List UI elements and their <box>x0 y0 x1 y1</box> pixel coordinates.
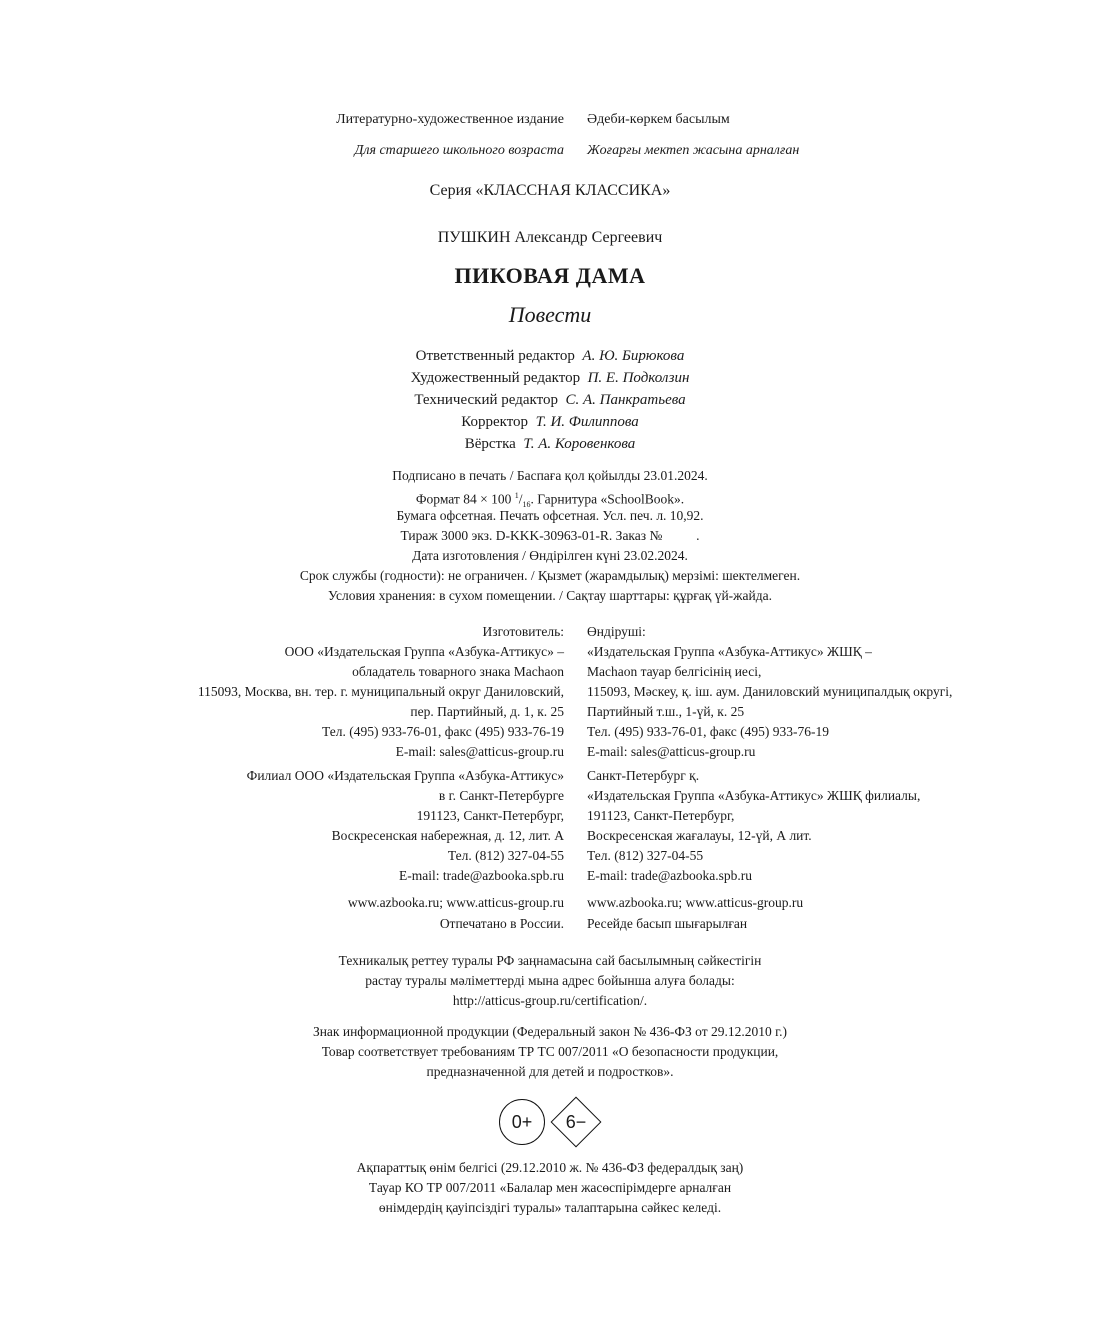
editor-role: Технический редактор <box>414 392 558 408</box>
editor-name: Т. И. Филиппова <box>535 414 639 430</box>
line: Тел. (812) 327-04-55 <box>447 848 564 863</box>
line: 115093, Мәскеу, қ. іш. аум. Даниловский муниципалдық округі, <box>587 684 953 699</box>
editor-line <box>0 389 1100 411</box>
line: 191123, Санкт-Петербург, <box>416 808 564 823</box>
editors <box>0 345 1100 455</box>
editor-line <box>0 367 1100 389</box>
age-badge-diamond <box>551 1097 601 1147</box>
age-ru: Для старшего школьного возраста <box>354 143 564 158</box>
editor-name: А. Ю. Бирюкова <box>582 348 685 364</box>
printed-in: Ресейде басып шығарылған <box>587 916 748 931</box>
imprint-format: Формат 84 × 100 $^1/_{16}$. Гарнитура «SchoolBook». <box>415 491 685 510</box>
age-badges <box>0 1097 1100 1147</box>
websites: www.azbooka.ru; www.atticus-group.ru <box>587 895 804 910</box>
line: Тауар КО ТР 007/2011 «Балалар мен жасөспірімдерге арналған <box>368 1180 732 1195</box>
line: ООО «Издательская Группа «Азбука-Аттикус» – <box>284 644 564 659</box>
book-title: ПИКОВАЯ ДАМА <box>454 263 646 288</box>
edition-type-kz: Әдеби-көркем басылым <box>587 112 730 127</box>
editor-name: Т. А. Коровенкова <box>523 436 636 452</box>
imprint-run: Тираж 3000 экз. D-KKK-30963-01-R. Заказ № . <box>400 528 700 543</box>
format-num: 1 <box>514 491 519 500</box>
age-kz: Жоғарғы мектеп жасына арналған <box>587 143 800 158</box>
web-kz <box>587 892 803 934</box>
editor-name: С. А. Панкратьева <box>565 392 686 408</box>
line: растау туралы мәліметтерді мына адрес бойынша алуға болады: <box>365 973 735 988</box>
imprint-signed: Подписано в печать / Баспаға қол қойылды 23.01.2024. <box>392 468 708 483</box>
line: «Издательская Группа «Азбука-Аттикус» ЖШҚ – <box>587 644 872 659</box>
line: Өндіруші: <box>587 624 646 639</box>
age-label: 6− <box>565 1111 587 1132</box>
info-sign-ru <box>0 1022 1100 1082</box>
series: Серия «КЛАССНАЯ КЛАССИКА» <box>429 182 671 199</box>
age-label: 0+ <box>511 1111 533 1132</box>
genre: Повести <box>508 302 592 327</box>
editor-name: П. Е. Подколзин <box>587 370 690 386</box>
line: Воскресенская жағалауы, 12-үй, А лит. <box>587 828 812 843</box>
line: өнімдердің қауіпсіздігі туралы» талаптарына сәйкес келеді. <box>378 1200 722 1215</box>
line: Тел. (495) 933-76-01, факс (495) 933-76-19 <box>587 724 830 739</box>
line: Товар соответствует требованиям ТР ТС 007/2011 «О безопасности продукции, <box>321 1044 779 1059</box>
printed-in: Отпечатано в России. <box>439 916 564 931</box>
imprint <box>0 466 1100 606</box>
editor-line <box>0 345 1100 367</box>
email: E-mail: sales@atticus-group.ru <box>587 744 756 759</box>
line: Партийный т.ш., 1-үй, к. 25 <box>587 704 745 719</box>
email: E-mail: trade@azbooka.spb.ru <box>587 868 752 883</box>
websites: www.azbooka.ru; www.atticus-group.ru <box>347 895 564 910</box>
edition-type-ru: Литературно-художественное издание <box>336 112 564 127</box>
manufacturer-ru <box>0 622 564 759</box>
age-badge-circle <box>499 1099 545 1145</box>
branch <box>0 766 1100 883</box>
line: Техникалық реттеу туралы РФ заңнамасына сай басылымның сәйкестігін <box>338 953 762 968</box>
web <box>0 892 1100 934</box>
editor-role: Художественный редактор <box>410 370 581 386</box>
line: обладатель товарного знака Machaon <box>352 664 564 679</box>
imprint-storage: Условия хранения: в сухом помещении. / Сақтау шарттары: құрғақ үй-жайда. <box>328 588 772 603</box>
email: E-mail: sales@atticus-group.ru <box>395 744 564 759</box>
branch-ru <box>0 766 564 883</box>
web-ru <box>0 892 564 934</box>
author: ПУШКИН Александр Сергеевич <box>437 229 663 246</box>
email: E-mail: trade@azbooka.spb.ru <box>399 868 564 883</box>
editor-line <box>0 433 1100 455</box>
editor-role: Корректор <box>461 414 529 430</box>
editor-role: Ответственный редактор <box>415 348 575 364</box>
imprint-made: Дата изготовления / Өндірілген күні 23.02.2024. <box>412 548 688 563</box>
line: 191123, Санкт-Петербург, <box>587 808 735 823</box>
format-text: Формат 84 × 100 <box>415 491 515 507</box>
certification <box>0 951 1100 1011</box>
line: предназначенной для детей и подростков». <box>426 1064 674 1079</box>
line: Филиал ООО «Издательская Группа «Азбука-Аттикус» <box>246 768 564 783</box>
editor-role: Вёрстка <box>464 436 516 452</box>
line: в г. Санкт-Петербурге <box>438 788 564 803</box>
manufacturer <box>0 622 1100 759</box>
line: 115093, Москва, вн. тер. г. муниципальный округ Даниловский, <box>197 684 564 699</box>
certification-url: http://atticus-group.ru/certification/. <box>452 993 648 1008</box>
edition-type <box>0 110 1100 161</box>
line: Санкт-Петербург қ. <box>587 768 700 783</box>
info-sign-kz <box>0 1158 1100 1218</box>
editor-line <box>0 411 1100 433</box>
manufacturer-kz <box>587 622 953 759</box>
line: Machaon тауар белгісінің иесі, <box>587 664 762 679</box>
line: «Издательская Группа «Азбука-Аттикус» ЖШҚ филиалы, <box>587 788 921 803</box>
line: Тел. (495) 933-76-01, факс (495) 933-76-19 <box>321 724 564 739</box>
line: Ақпараттық өнім белгісі (29.12.2010 ж. № 436-ФЗ федералдық заң) <box>356 1160 744 1175</box>
line: пер. Партийный, д. 1, к. 25 <box>410 704 564 719</box>
line: Знак информационной продукции (Федеральный закон № 436-ФЗ от 29.12.2010 г.) <box>312 1024 788 1039</box>
format-den: 16 <box>522 500 531 510</box>
format-font: . Гарнитура «SchoolBook». <box>530 491 685 507</box>
imprint-paper: Бумага офсетная. Печать офсетная. Усл. печ. л. 10,92. <box>396 508 704 523</box>
line: Тел. (812) 327-04-55 <box>587 848 704 863</box>
line: Воскресенская набережная, д. 12, лит. А <box>331 828 564 843</box>
imprint-life: Срок службы (годности): не ограничен. / Қызмет (жарамдылық) мерзімі: шектелмеген. <box>299 568 801 583</box>
branch-kz <box>587 766 921 883</box>
line: Изготовитель: <box>482 624 564 639</box>
